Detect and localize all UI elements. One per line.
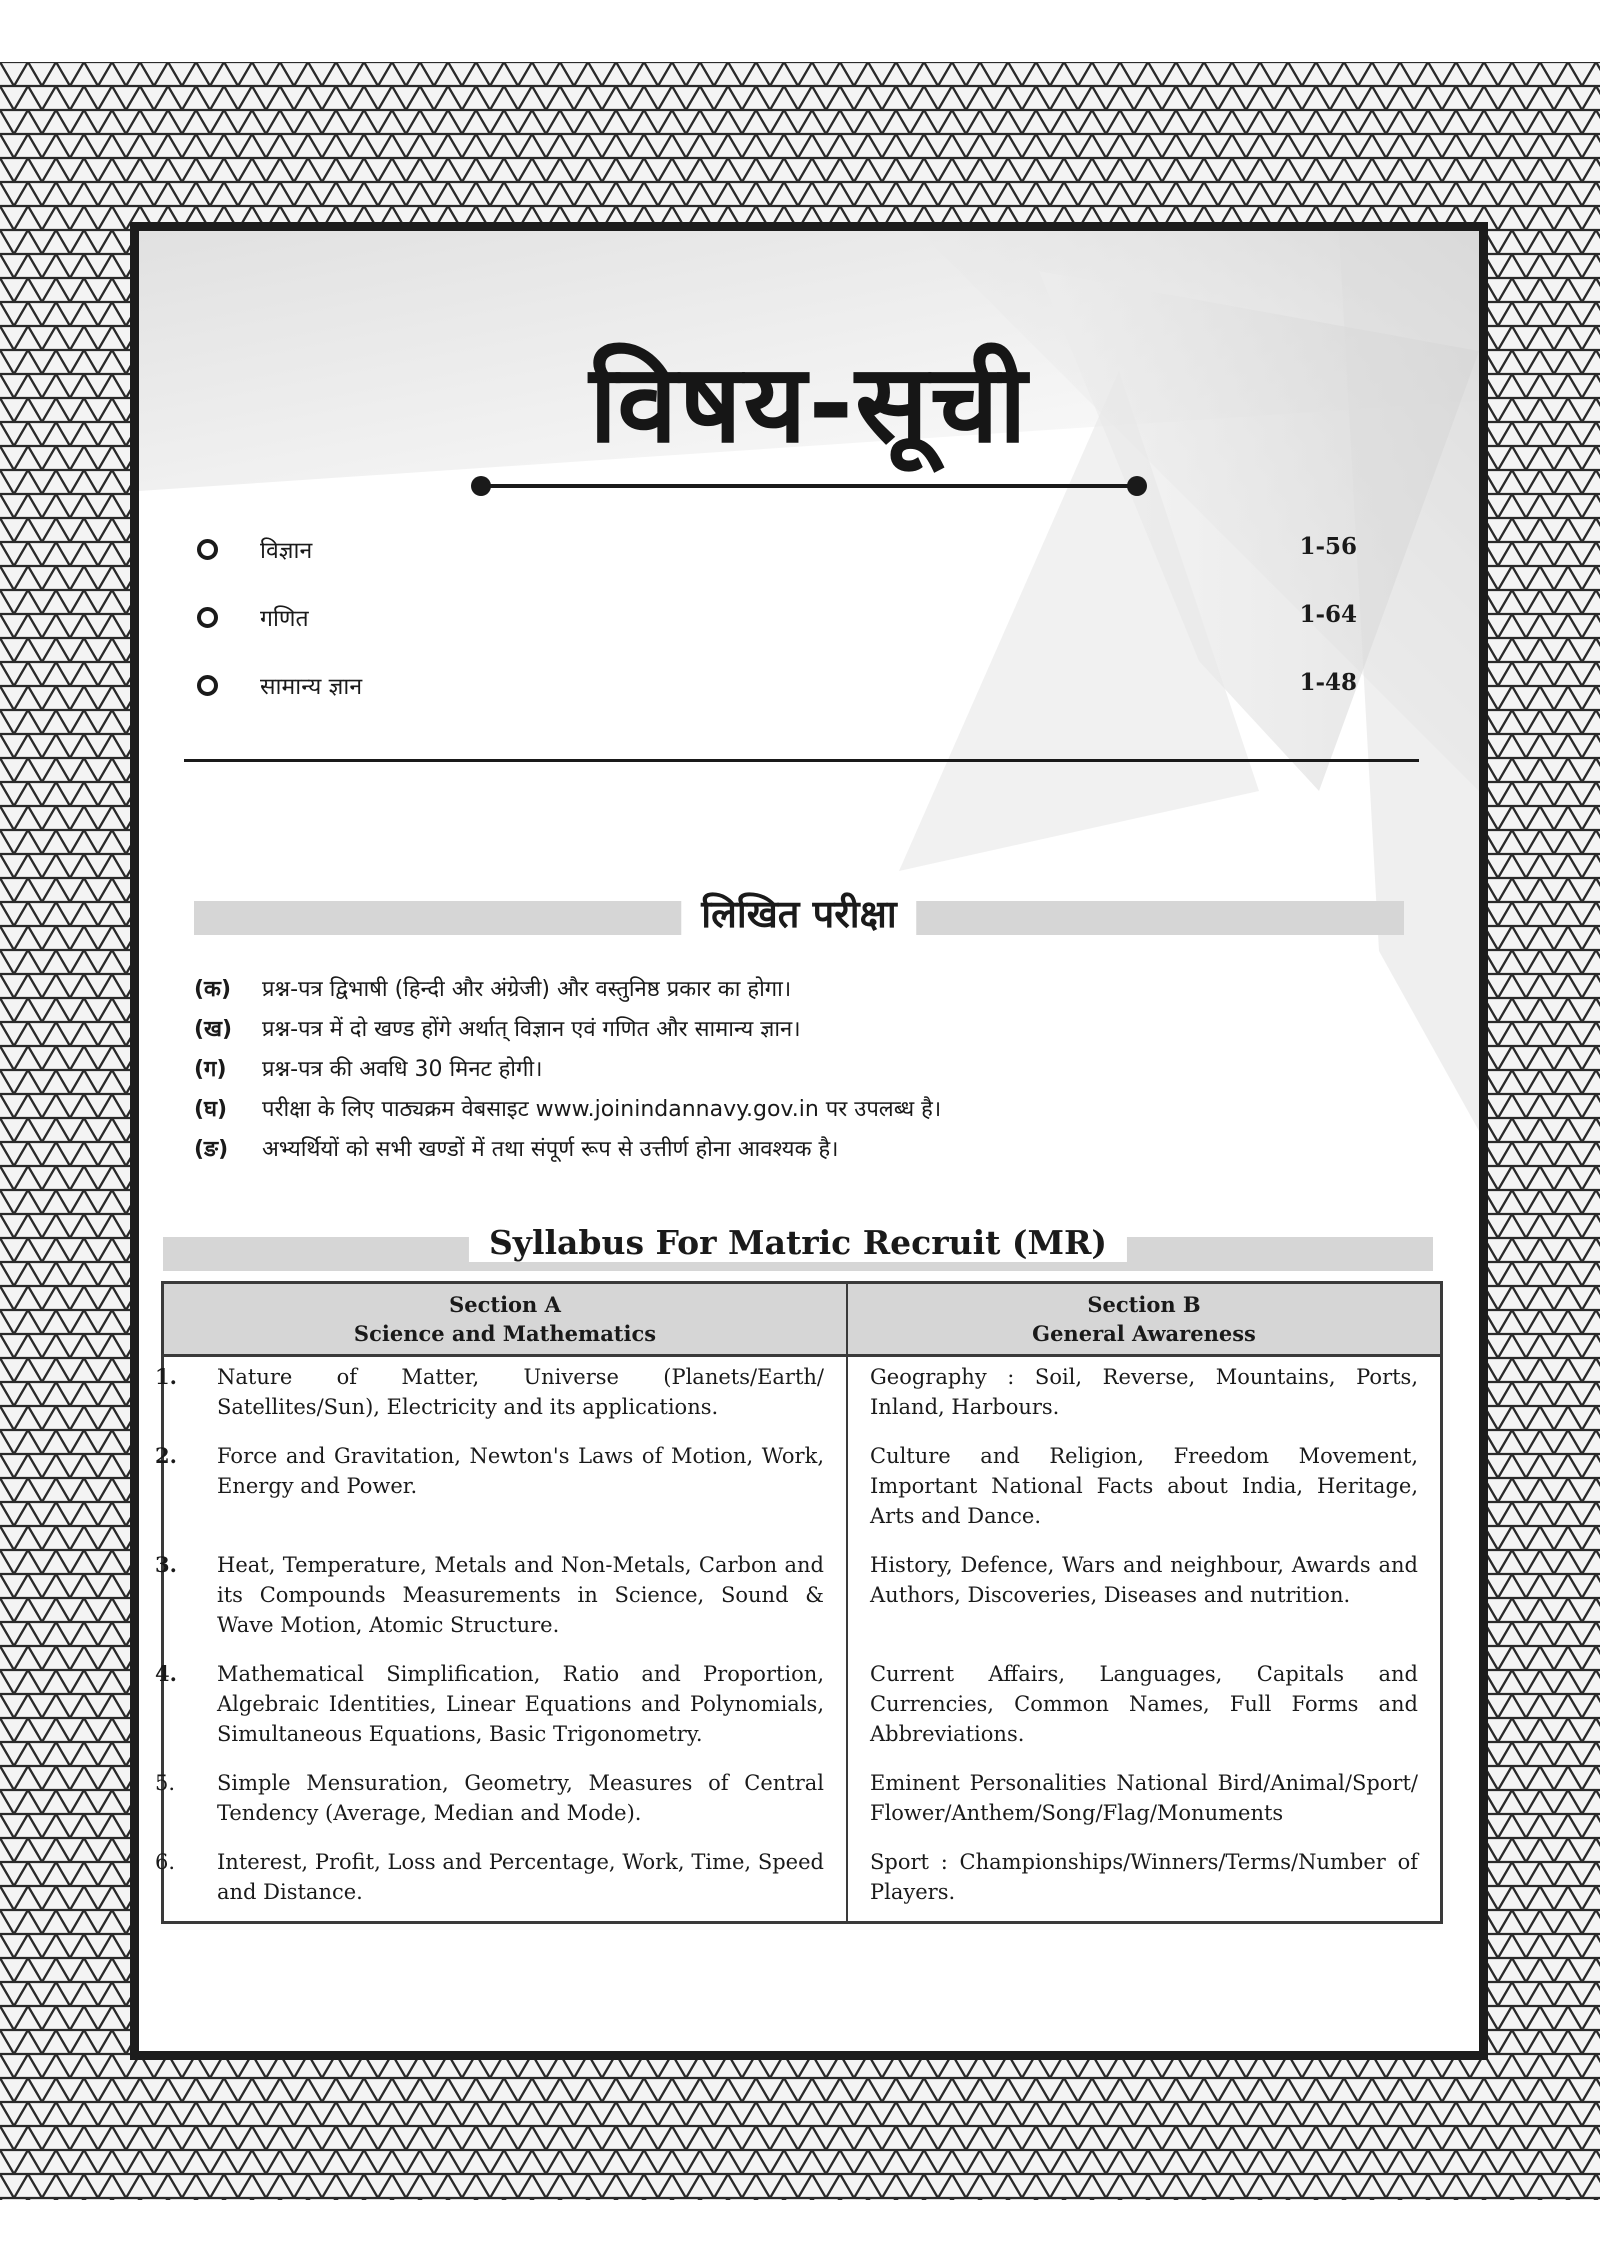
table-of-contents [197, 531, 1357, 735]
title-underline-rule [469, 474, 1149, 498]
syllabus-table [155, 1281, 1443, 1924]
list-text: प्रश्न-पत्र में दो खण्ड होंगे अर्थात् विज्ञान एवं गणित और सामान्य ज्ञान। [262, 1017, 801, 1042]
toc-item-label: सामान्य ज्ञान [260, 674, 363, 700]
section-a-topics: Heat, Temperature, Metals and Non-Metals, Carbon and its Compounds Measurements in Science, Sound & Wave Motion, Atomic Structure. [217, 1553, 824, 1637]
section-a-title: Section A [449, 1292, 561, 1317]
section-b-subtitle: General Awareness [1032, 1321, 1256, 1346]
section-b-cell [847, 1356, 1442, 1437]
syllabus-banner [163, 1223, 1433, 1267]
page-title: विषय-सूची [589, 342, 1029, 467]
written-exam-list [194, 973, 1394, 1173]
section-b-header [847, 1283, 1442, 1356]
section-b-topics: Sport : Championships/Winners/Terms/Number of Players. [870, 1850, 1418, 1904]
section-b-cell [847, 1545, 1442, 1654]
list-item [194, 973, 1394, 1013]
syllabus-heading: Syllabus For Matric Recruit (MR) [469, 1223, 1127, 1262]
section-b-cell [847, 1842, 1442, 1923]
table-row [163, 1842, 1442, 1923]
list-text: परीक्षा के लिए पाठ्यक्रम वेबसाइट www.joinindannavy.gov.in पर उपलब्ध है। [262, 1097, 942, 1122]
section-a-subtitle: Science and Mathematics [353, 1321, 657, 1346]
written-exam-banner [194, 892, 1404, 936]
section-a-topics: Simple Mensuration, Geometry, Measures of Central Tendency (Average, Median and Mode). [217, 1771, 824, 1825]
section-a-cell [155, 1356, 848, 1437]
section-b-topics: Culture and Religion, Freedom Movement, Important National Facts about India, Heritage, Arts and Dance. [870, 1444, 1418, 1528]
row-number: 1. [155, 1364, 177, 1389]
row-number: 3. [155, 1552, 177, 1577]
list-item [194, 1053, 1394, 1093]
section-a-header [163, 1283, 848, 1356]
list-marker: (ख) [194, 1017, 233, 1042]
list-marker: (ङ) [194, 1137, 229, 1162]
table-row [163, 1436, 1442, 1545]
list-text: प्रश्न-पत्र द्विभाषी (हिन्दी और अंग्रेजी) और वस्तुनिष्ठ प्रकार का होगा। [262, 977, 792, 1002]
section-b-topics: Eminent Personalities National Bird/Animal/Sport/ Flower/Anthem/Song/Flag/Monuments [870, 1771, 1418, 1825]
row-number: 6. [155, 1850, 176, 1874]
toc-item-science [197, 531, 1357, 599]
section-a-cell [155, 1654, 848, 1763]
section-b-topics: Current Affairs, Languages, Capitals and Currencies, Common Names, Full Forms and Abbreviations. [870, 1662, 1418, 1746]
section-a-topics: Interest, Profit, Loss and Percentage, Work, Time, Speed and Distance. [217, 1850, 824, 1904]
content-frame [130, 222, 1488, 2060]
list-marker: (क) [194, 977, 232, 1002]
circle-bullet-icon [197, 539, 218, 560]
toc-item-pages: 1-64 [1299, 601, 1357, 628]
section-b-cell [847, 1436, 1442, 1545]
section-b-cell [847, 1763, 1442, 1842]
table-row [163, 1356, 1442, 1437]
row-number: 2. [155, 1443, 177, 1468]
written-exam-heading: लिखित परीक्षा [681, 887, 916, 939]
list-item [194, 1093, 1394, 1133]
table-row [163, 1763, 1442, 1842]
table-header-row [163, 1283, 1442, 1356]
section-b-topics: Geography : Soil, Reverse, Mountains, Ports, Inland, Harbours. [870, 1365, 1418, 1419]
circle-bullet-icon [197, 675, 218, 696]
section-a-topics: Mathematical Simplification, Ratio and Proportion, Algebraic Identities, Linear Equations and Polynomials, Simultaneous Equations, Basic Trigonometry. [217, 1662, 824, 1746]
list-text: प्रश्न-पत्र की अवधि 30 मिनट होगी। [262, 1057, 543, 1082]
toc-item-label: गणित [260, 606, 309, 632]
table-row [163, 1545, 1442, 1654]
row-number: 4. [155, 1661, 177, 1686]
list-marker: (ग) [194, 1057, 227, 1082]
section-a-cell [155, 1763, 848, 1842]
section-b-cell [847, 1654, 1442, 1763]
toc-item-general-knowledge [197, 667, 1357, 735]
toc-item-pages: 1-48 [1299, 669, 1357, 696]
section-a-topics: Force and Gravitation, Newton's Laws of Motion, Work, Energy and Power. [217, 1444, 824, 1498]
section-b-title: Section B [1087, 1292, 1201, 1317]
section-a-cell [155, 1436, 848, 1545]
toc-item-mathematics [197, 599, 1357, 667]
section-a-cell [155, 1842, 848, 1923]
section-b-topics: History, Defence, Wars and neighbour, Awards and Authors, Discoveries, Diseases and nutrition. [870, 1553, 1418, 1607]
section-a-topics: Nature of Matter, Universe (Planets/Earth/ Satellites/Sun), Electricity and its applications. [217, 1365, 824, 1419]
table-row [163, 1654, 1442, 1763]
section-divider [184, 759, 1419, 762]
list-text: अभ्यर्थियों को सभी खण्डों में तथा संपूर्ण रूप से उत्तीर्ण होना आवश्यक है। [262, 1137, 839, 1162]
row-number: 5. [155, 1771, 176, 1795]
list-item [194, 1133, 1394, 1173]
section-a-cell [155, 1545, 848, 1654]
list-marker: (घ) [194, 1097, 228, 1122]
toc-item-pages: 1-56 [1299, 533, 1357, 560]
toc-item-label: विज्ञान [260, 538, 313, 564]
list-item [194, 1013, 1394, 1053]
circle-bullet-icon [197, 607, 218, 628]
